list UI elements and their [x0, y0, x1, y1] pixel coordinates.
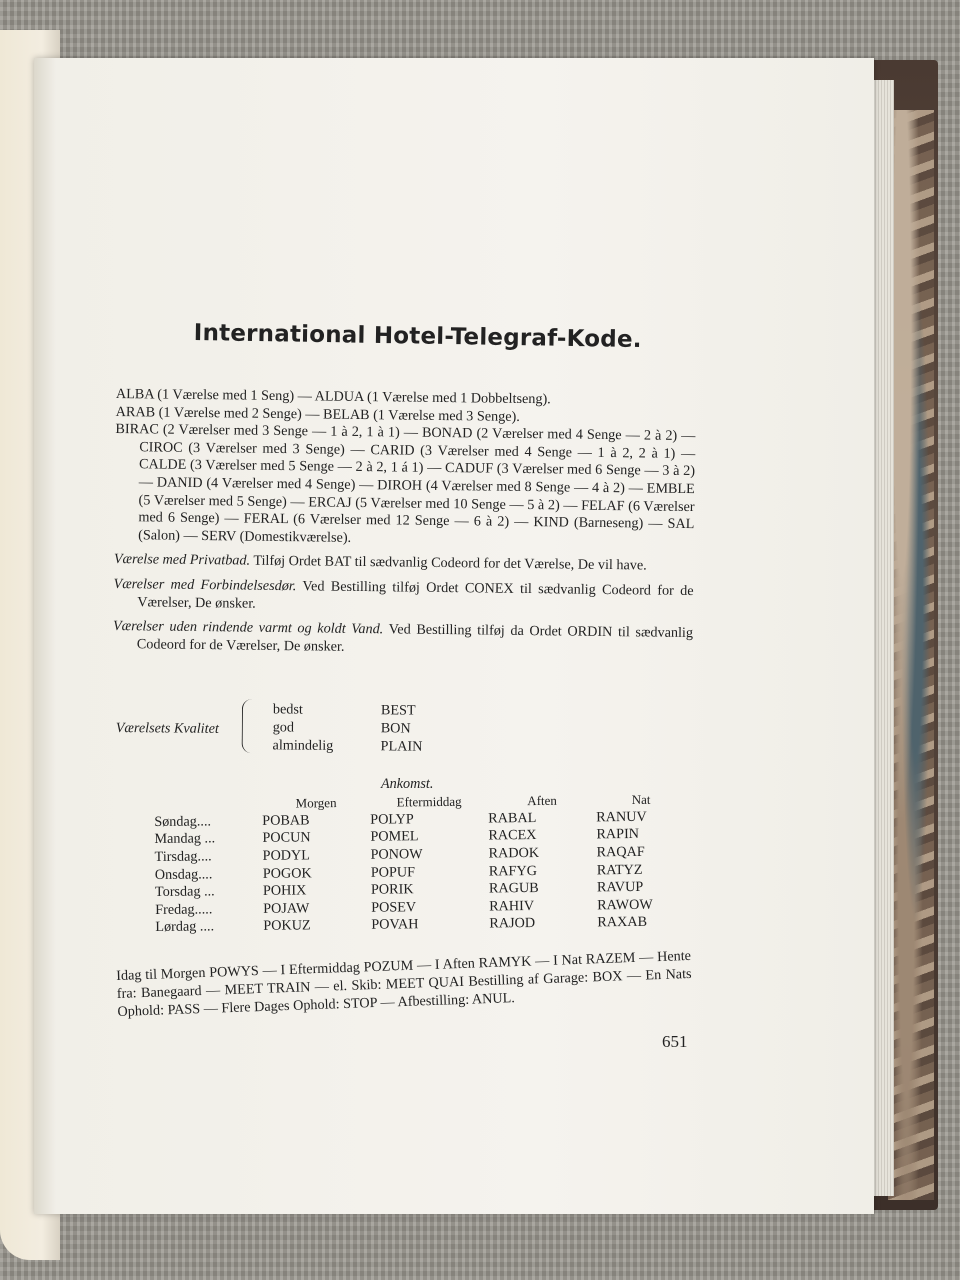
- quality-word: god: [272, 719, 295, 736]
- code-cell: RAXAB: [597, 914, 648, 931]
- arrival-table: [154, 790, 695, 936]
- footer-text: Idag til Morgen POWYS — I Eftermiddag POZUM — I Aften RAMYK — I Nat RAZEM — Hente fra: Banegaard — MEET TRAIN — el. Skib: MEET QUAI Bestilling af Garage: BOX — En Nats Ophold: PASS — Flere Dages Ophold: STOP — Afbestilling: ANUL.: [116, 948, 692, 1020]
- quality-label: Værelsets Kvalitet: [115, 719, 219, 737]
- note-label: Værelser uden rindende varmt og koldt Vand.: [112, 618, 384, 638]
- day-cell: Mandag ...: [154, 830, 216, 848]
- note-privatbad: [114, 551, 694, 576]
- arrival-heading: Ankomst.: [381, 776, 434, 792]
- column-header: Nat: [631, 791, 651, 807]
- quality-block: [115, 698, 516, 755]
- note-label: Værelser med Forbindelsesdør.: [113, 575, 297, 595]
- column-header-day: [154, 795, 262, 814]
- day-cell: Torsdag ...: [154, 883, 215, 901]
- day-cell: Onsdag....: [154, 866, 213, 883]
- quality-code: BON: [380, 720, 411, 737]
- note-text: Tilføj Ordet BAT til sædvanlig Codeord for det Værelse, De vil have.: [249, 552, 647, 574]
- code-cell: RAPIN: [596, 826, 640, 843]
- brace: [242, 699, 253, 753]
- code-entry: ARAB (1 Værelse med 2 Senge) — BELAB (1 Værelse med 3 Senge).: [115, 403, 520, 425]
- note-label: Værelse med Privatbad.: [113, 551, 251, 569]
- code-cell: PODYL: [262, 847, 311, 864]
- note-rindende-vand: [113, 618, 693, 660]
- code-cell: PONOW: [370, 846, 423, 863]
- day-cell: Søndag....: [154, 813, 212, 830]
- code-cell: RAHIV: [489, 897, 535, 915]
- page-number: 651: [662, 1032, 688, 1051]
- code-entry: BIRAC (2 Værelser med 3 Senge — 1 à 2, 1 à 1) — BONAD (2 Værelser med 4 Senge — 2 à 2) — CIROC (3 Værelser med 3 Senge) — CARID (3 Værelser med 4 Senge — 1 à 2, 2 à 1) — CALDE (3 Værelser med 5 Senge — 2 à 2, 1 á 1) — CADUF (3 Værelser med 6 Senge — 3 à 2) — DANID (4 Værelser med 4 Senge) — DIROH (4 Værelser med 8 Senge — 4 à 2) — EMBLE (5 Værelser med 5 Senge) — ERCAJ (5 Værelser med 10 Senge — 5 à 2) — FELAF (6 Værelser med 6 Senge) — FERAL (6 Værelser med 12 Senge — 6 à 2) — KIND (Barneseng) — SAL (Salon) — SERV (Domestikværelse).: [115, 421, 696, 546]
- code-cell: RAVUP: [596, 879, 644, 896]
- quality-row: [272, 719, 411, 737]
- marbled-edge: [888, 110, 934, 1200]
- quality-row: [272, 701, 416, 719]
- code-cell: POCUN: [262, 829, 311, 847]
- code-cell: POSEV: [371, 899, 417, 916]
- code-cell: POKUZ: [263, 917, 311, 935]
- day-cell: Lørdag ....: [155, 918, 215, 936]
- note-text: Ved Bestilling tilføj Ordet CONEX til sædvanlig Codeord for de Værelser, De ønsker.: [137, 578, 694, 612]
- code-entry: ALBA (1 Værelse med 1 Seng) — ALDUA (1 Værelse med 1 Dobbeltseng).: [115, 386, 551, 408]
- code-cell: POHIX: [262, 882, 307, 900]
- code-cell: RABAL: [488, 809, 537, 827]
- code-cell: RAFYG: [488, 862, 537, 880]
- code-cell: RACEX: [488, 827, 537, 844]
- code-cell: POMEL: [370, 828, 419, 846]
- code-cell: POVAH: [371, 916, 419, 934]
- note-text: Ved Bestilling tilføj da Ordet ORDIN til sædvanlig Codeord for de Værelser, De ønsker.: [136, 621, 694, 655]
- quality-code: BEST: [380, 702, 416, 719]
- code-cell: RATYZ: [596, 861, 643, 879]
- code-cell: RANUV: [596, 808, 647, 826]
- page-title: International Hotel-Telegraf-Kode.: [193, 320, 642, 354]
- code-list: [113, 386, 696, 660]
- code-cell: RAWOW: [597, 896, 653, 914]
- book-page: [34, 58, 874, 1214]
- column-header: Aften: [527, 792, 557, 808]
- quality-row: [272, 737, 423, 756]
- code-cell: RAQAF: [596, 843, 645, 861]
- code-cell: POGOK: [262, 865, 312, 882]
- day-cell: Fredag.....: [155, 901, 213, 918]
- note-forbindelsesdor: [113, 576, 693, 618]
- code-cell: POBAB: [262, 812, 310, 829]
- code-cell: POJAW: [263, 900, 310, 917]
- code-cell: POLYP: [370, 811, 414, 828]
- column-header: Morgen: [295, 794, 337, 811]
- quality-word: bedst: [272, 701, 303, 718]
- day-cell: Tirsdag....: [154, 848, 212, 866]
- column-header: Eftermiddag: [396, 793, 462, 810]
- code-cell: RAJOD: [489, 915, 536, 932]
- code-cell: PORIK: [370, 881, 414, 898]
- code-cell: POPUF: [370, 863, 416, 881]
- quality-word: almindelig: [272, 737, 334, 754]
- code-cell: RAGUB: [488, 880, 539, 897]
- code-cell: RADOK: [488, 845, 540, 862]
- quality-code: PLAIN: [380, 738, 423, 755]
